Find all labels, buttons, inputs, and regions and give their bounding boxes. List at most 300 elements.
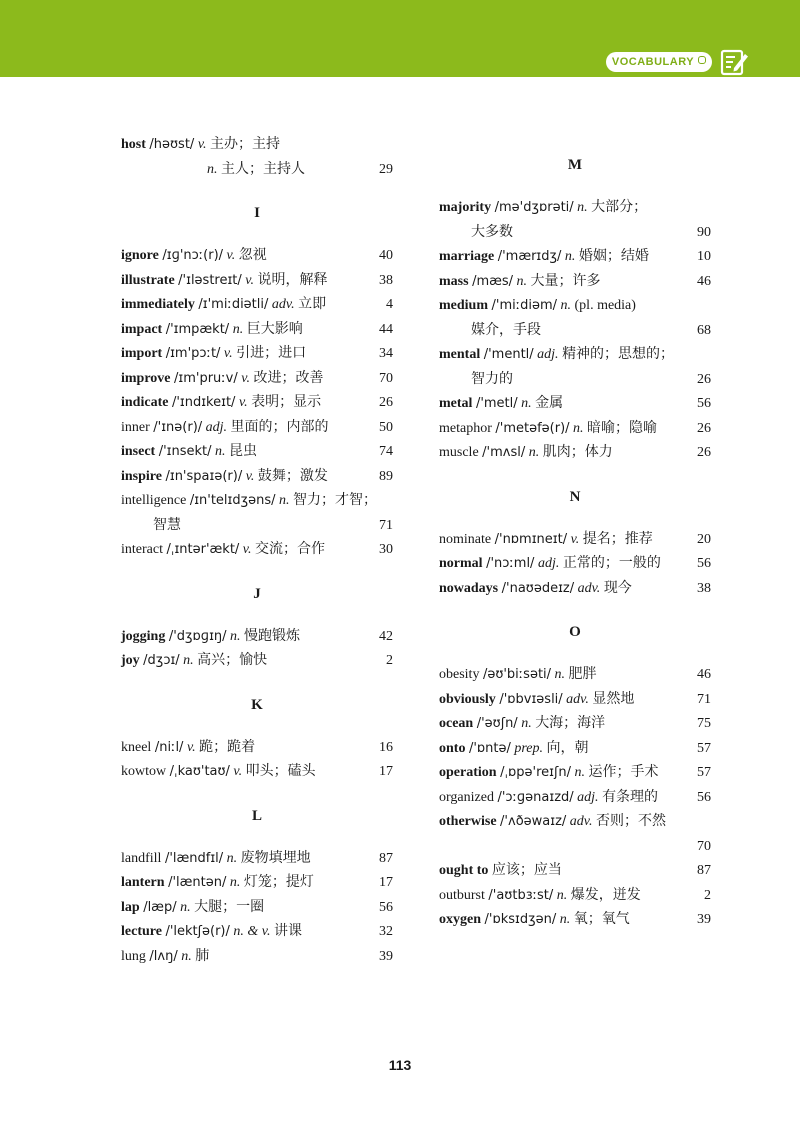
headword: kowtow [121,764,167,779]
headword: impact [121,321,163,337]
entry-line [439,577,711,602]
part-of-speech: v. [223,346,233,361]
entry-line [439,343,711,368]
circle-dot-icon [698,56,706,64]
part-of-speech: n. [230,628,241,644]
pronunciation: /'mʌsl/ [482,445,526,460]
left-column [121,133,393,969]
pronunciation: /'nɒmɪneɪt/ [494,531,568,547]
vocab-entry [121,391,393,416]
headword: metaphor [439,420,492,436]
part-of-speech: n. [554,667,566,682]
pronunciation: /'əʊʃn/ [476,716,518,731]
entry-line [121,133,393,158]
vocab-entry [439,810,711,859]
page-ref: 70 [697,838,711,854]
meaning: (pl. media) [574,298,636,313]
meaning: 肥胖 [568,667,597,682]
pronunciation: /niːl/ [154,739,184,755]
page-ref: 57 [697,740,711,756]
vocab-entry [121,538,393,563]
entry-line [439,908,711,933]
vocab-entry [439,196,711,245]
part-of-speech: v. [570,531,580,547]
pronunciation: /'ɪləstreɪt/ [178,272,242,288]
entry-line [439,663,711,688]
entry-continuation [121,158,393,183]
pronunciation: /lʌŋ/ [149,948,178,964]
page-ref: 26 [379,395,393,410]
entry-line [439,859,711,884]
vocab-entry [439,761,711,786]
page-ref: 87 [697,863,711,878]
part-of-speech: v. [233,764,243,779]
vocab-entry [121,896,393,921]
meaning: 金属 [535,396,564,411]
headword: mental [439,347,481,362]
headword: ought to [439,863,489,878]
entry-line [121,269,393,294]
entry-line [439,552,711,577]
headword: inner [121,419,150,435]
meaning: 高兴；愉快 [197,653,268,668]
entry-line [439,786,711,811]
page-ref: 89 [379,468,393,484]
meaning: 大海；海洋 [535,716,606,731]
entry-line [439,737,711,762]
meaning: 向，朝 [546,740,589,756]
meaning: 慢跑锻炼 [244,628,301,644]
part-of-speech: n. [577,200,588,215]
pronunciation: /ɪn'telɪdʒəns/ [189,493,276,508]
vocab-entry [121,416,393,441]
meaning: 精神的；思想的； [562,347,675,362]
part-of-speech: n. [226,850,238,866]
part-of-speech: n. & v. [233,924,271,939]
part-of-speech: n. [229,875,241,890]
page-ref: 46 [697,667,711,682]
vocab-entry [439,552,711,577]
vocab-entry [121,465,393,490]
letter-heading: N [569,488,581,505]
vocab-entry [121,760,393,785]
headword: insect [121,444,156,459]
headword: obesity [439,667,480,682]
page-ref: 4 [386,297,393,312]
page-ref: 56 [697,556,711,571]
page-ref: 40 [379,248,393,263]
pronunciation: /'metəfə(r)/ [495,420,570,436]
part-of-speech: n. [559,912,571,927]
page-ref: 68 [697,322,711,338]
page-ref: 56 [379,899,393,915]
pronunciation: /'aʊtbɜːst/ [488,887,554,903]
entry-line [121,760,393,785]
meaning: 表明；显示 [251,395,322,410]
part-of-speech: n. [516,273,528,289]
letter-heading: O [569,624,581,640]
letter-heading: K [251,696,263,713]
meaning: 应该；应当 [491,863,562,878]
pronunciation: /ɪ'miːdiətli/ [198,297,269,312]
page-ref: 26 [697,371,711,387]
meaning: 里面的；内部的 [230,419,329,435]
vocab-entry [121,847,393,872]
entry-continuation [121,514,393,539]
vocab-entry [439,786,711,811]
meaning: 媒介，手段 [471,322,541,338]
headword: onto [439,740,466,756]
meaning: 立即 [298,297,327,312]
pronunciation: /'ɒbvɪəsli/ [499,691,563,707]
entry-line [121,920,393,945]
headword: interact [121,542,163,557]
page-ref: 42 [379,628,393,644]
entry-line [121,293,393,318]
part-of-speech: adj. [537,556,560,571]
pronunciation: /'ʌðəwaɪz/ [500,814,567,829]
vocab-entry [439,417,711,442]
page-ref: 71 [697,691,711,707]
part-of-speech: n. [560,298,572,313]
vocab-entry [121,342,393,367]
pronunciation: /ˌkaʊ'taʊ/ [169,764,230,779]
vocabulary-label: VOCABULARY [611,56,695,68]
vocab-entry [121,244,393,269]
page-ref: 2 [704,887,711,903]
headword: organized [439,789,494,805]
headword: obviously [439,691,496,707]
letter-heading: I [254,205,260,221]
page-ref: 56 [697,396,711,411]
page-ref: 87 [379,850,393,866]
page-ref: 46 [697,273,711,289]
meaning: 讲课 [273,924,302,939]
entry-line [121,847,393,872]
page-ref: 44 [379,321,393,337]
pronunciation: /ɪm'pɔːt/ [165,346,221,361]
meaning: 主办；主持 [210,137,280,152]
entry-line [439,528,711,553]
entry-line [439,761,711,786]
meaning: 有条理的 [602,789,659,805]
part-of-speech: n. [207,161,218,177]
vocab-entry [121,871,393,896]
headword: improve [121,370,171,386]
pronunciation: /'lektʃə(r)/ [165,924,230,939]
page-ref: 20 [697,531,711,547]
entry-line [121,871,393,896]
meaning: 叩头；磕头 [245,764,316,779]
headword: lap [121,899,140,915]
page-ref: 56 [697,789,711,805]
vocab-entry [439,884,711,909]
letter-heading: J [253,585,261,602]
part-of-speech: adv. [577,580,601,596]
pronunciation: /'dʒɒɡɪŋ/ [168,628,227,644]
pronunciation: /dʒɔɪ/ [143,653,180,668]
headword: nowadays [439,580,499,596]
entry-line [121,538,393,563]
pronunciation: /'ɒksɪdʒən/ [484,912,557,927]
headword: otherwise [439,814,497,829]
meaning: 鼓舞；激发 [257,468,328,484]
vocab-entry [121,736,393,761]
headword: mass [439,273,469,289]
part-of-speech: n. [521,396,532,411]
part-of-speech: v. [197,137,207,152]
part-of-speech: n. [564,249,576,264]
headword: majority [439,200,492,215]
part-of-speech: n. [528,445,540,460]
pronunciation: /ˌɒpə'reɪʃn/ [500,765,571,780]
meaning: 灯笼；提灯 [243,875,314,890]
entry-continuation [439,319,711,344]
part-of-speech: v. [242,542,252,557]
part-of-speech: prep. [514,740,544,756]
headword: lecture [121,924,162,939]
page-ref: 34 [379,346,393,361]
entry-line [121,244,393,269]
vocab-entry [439,343,711,392]
vocab-entry [121,945,393,970]
pronunciation: /mə'dʒɒrəti/ [494,200,574,215]
meaning: 肺 [195,948,210,964]
part-of-speech: v. [186,739,196,755]
headword: ocean [439,716,474,731]
entry-continuation [439,368,711,393]
page-ref: 38 [379,272,393,288]
entry-line [121,649,393,674]
page-ref: 71 [379,517,393,533]
vocab-entry [439,294,711,343]
meaning: 说明，解释 [257,272,328,288]
part-of-speech: n. [232,321,244,337]
pronunciation: /'ɪmpækt/ [165,321,230,337]
headword: muscle [439,445,479,460]
pronunciation: /ɪn'spaɪə(r)/ [165,468,243,484]
vocab-entry [121,293,393,318]
entry-line [121,367,393,392]
entry-line [439,712,711,737]
headword: landfill [121,850,162,866]
pronunciation: /'miːdiəm/ [491,298,558,313]
headword: immediately [121,297,195,312]
meaning: 引进；进口 [236,346,307,361]
part-of-speech: n. [574,765,585,780]
headword: indicate [121,395,169,410]
meaning: 忽视 [238,248,267,263]
pronunciation: /ɪɡ'nɔː(r)/ [162,248,224,263]
headword: marriage [439,249,495,264]
meaning: 爆发，迸发 [570,887,641,903]
page-ref: 17 [379,875,393,890]
entry-line [439,441,711,466]
part-of-speech: adv. [566,691,589,707]
headword: jogging [121,628,166,644]
pronunciation: /'læntən/ [168,875,227,890]
page-number: 113 [388,1057,412,1073]
part-of-speech: v. [226,248,236,263]
part-of-speech: v. [241,370,250,386]
pronunciation: /'ɒntə/ [468,740,511,756]
vocab-entry [439,712,711,737]
headword: oxygen [439,912,481,927]
pronunciation: /'mærɪdʒ/ [497,249,562,264]
part-of-speech: n. [521,716,532,731]
part-of-speech: v. [245,468,255,484]
vocab-entry [439,577,711,602]
pronunciation: /'metl/ [475,396,518,411]
headword: lantern [121,875,165,890]
entry-line [121,489,393,514]
meaning: 废物填埋地 [240,850,311,866]
part-of-speech: v. [245,272,254,288]
part-of-speech: adj. [577,789,599,805]
entry-line [121,896,393,921]
page-ref: 17 [379,764,393,779]
pronunciation: /əʊ'biːsəti/ [482,667,552,682]
vocab-entry [439,245,711,270]
entry-line [121,465,393,490]
entry-line [439,392,711,417]
page-ref: 30 [379,542,393,557]
vocab-entry [121,920,393,945]
vocab-entry [439,441,711,466]
entry-line [121,391,393,416]
vocab-entry [121,649,393,674]
part-of-speech: adv. [569,814,593,829]
page-ref: 50 [379,419,393,435]
headword: lung [121,948,146,964]
headword: intelligence [121,493,187,508]
meaning: 昆虫 [229,444,258,459]
pronunciation: /həʊst/ [149,137,195,152]
entry-line [439,196,711,221]
vocab-entry [439,663,711,688]
pronunciation: /'lændfɪl/ [164,850,224,866]
page-ref: 57 [697,765,711,780]
entry-line [121,945,393,970]
pronunciation: /'ɪndɪkeɪt/ [171,395,236,410]
entry-continuation [439,221,711,246]
page-ref: 29 [379,161,393,177]
headword: illustrate [121,272,175,288]
page-ref: 39 [697,912,711,927]
vocab-entry [439,270,711,295]
part-of-speech: adj. [205,419,228,435]
meaning: 改进；改善 [253,370,324,386]
meaning: 大多数 [471,224,513,240]
entry-line [121,736,393,761]
entry-line [439,884,711,909]
headword: operation [439,765,497,780]
vocab-entry [439,528,711,553]
entry-line [121,625,393,650]
vocab-entry [439,688,711,713]
part-of-speech: adv. [271,297,295,312]
meaning: 智慧 [153,517,181,533]
vocab-entry [121,133,393,182]
page-ref: 70 [379,370,393,386]
meaning: 主人；主持人 [221,161,305,177]
part-of-speech: n. [215,444,226,459]
headword: normal [439,556,483,571]
entry-line [439,270,711,295]
meaning: 现今 [603,580,632,596]
pronunciation: /'ɪnsekt/ [158,444,212,459]
letter-heading: L [251,807,262,824]
meaning: 智力的 [471,371,513,387]
meaning: 大量；许多 [530,273,601,289]
page-ref: 10 [697,249,711,264]
pronunciation: /ˌɪntər'ækt/ [166,542,240,557]
headword: host [121,137,146,152]
page-ref: 26 [697,445,711,460]
page-ref: 32 [379,924,393,939]
page-ref: 74 [379,444,393,459]
headword: kneel [121,739,152,755]
entry-line [439,294,711,319]
meaning: 氧；氧气 [573,912,630,927]
headword: ignore [121,248,159,263]
part-of-speech: adj. [537,347,559,362]
part-of-speech: v. [238,395,248,410]
vocab-entry [439,859,711,884]
headword: joy [121,653,140,668]
pronunciation: /'mentl/ [483,347,534,362]
vocab-entry [121,269,393,294]
meaning: 暗喻；隐喻 [587,420,658,436]
meaning: 否则；不然 [595,814,666,829]
meaning: 大腿；一圈 [194,899,265,915]
vocab-entry [121,367,393,392]
headword: nominate [439,531,492,547]
part-of-speech: n. [183,653,194,668]
letter-heading: M [567,157,583,173]
headword: medium [439,298,488,313]
pronunciation: /'ɪnə(r)/ [153,419,203,435]
part-of-speech: n. [180,899,191,915]
entry-line [439,245,711,270]
meaning: 显然地 [592,691,635,707]
part-of-speech: n. [556,887,568,903]
pronunciation: /mæs/ [472,273,514,289]
headword: inspire [121,468,162,484]
vocab-entry [439,392,711,417]
meaning: 提名；推荐 [582,531,653,547]
part-of-speech: n. [181,948,192,964]
entry-line [121,416,393,441]
vocab-entry [121,318,393,343]
meaning: 智力；才智； [293,493,378,508]
page-ref: 2 [386,653,393,668]
vocab-entry [121,625,393,650]
headword: outburst [439,887,485,903]
meaning: 肌肉；体力 [542,445,613,460]
page-ref: 26 [697,420,711,436]
entry-line [439,688,711,713]
meaning: 交流；合作 [254,542,325,557]
entry-line [439,810,711,835]
pronunciation: /'nɔːml/ [486,556,535,571]
entry-line [121,342,393,367]
headword: metal [439,396,473,411]
meaning: 大部分； [591,200,648,215]
meaning: 巨大影响 [246,321,303,337]
pronunciation: /ɪm'pruːv/ [174,370,238,386]
meaning: 运作；手术 [588,765,659,780]
